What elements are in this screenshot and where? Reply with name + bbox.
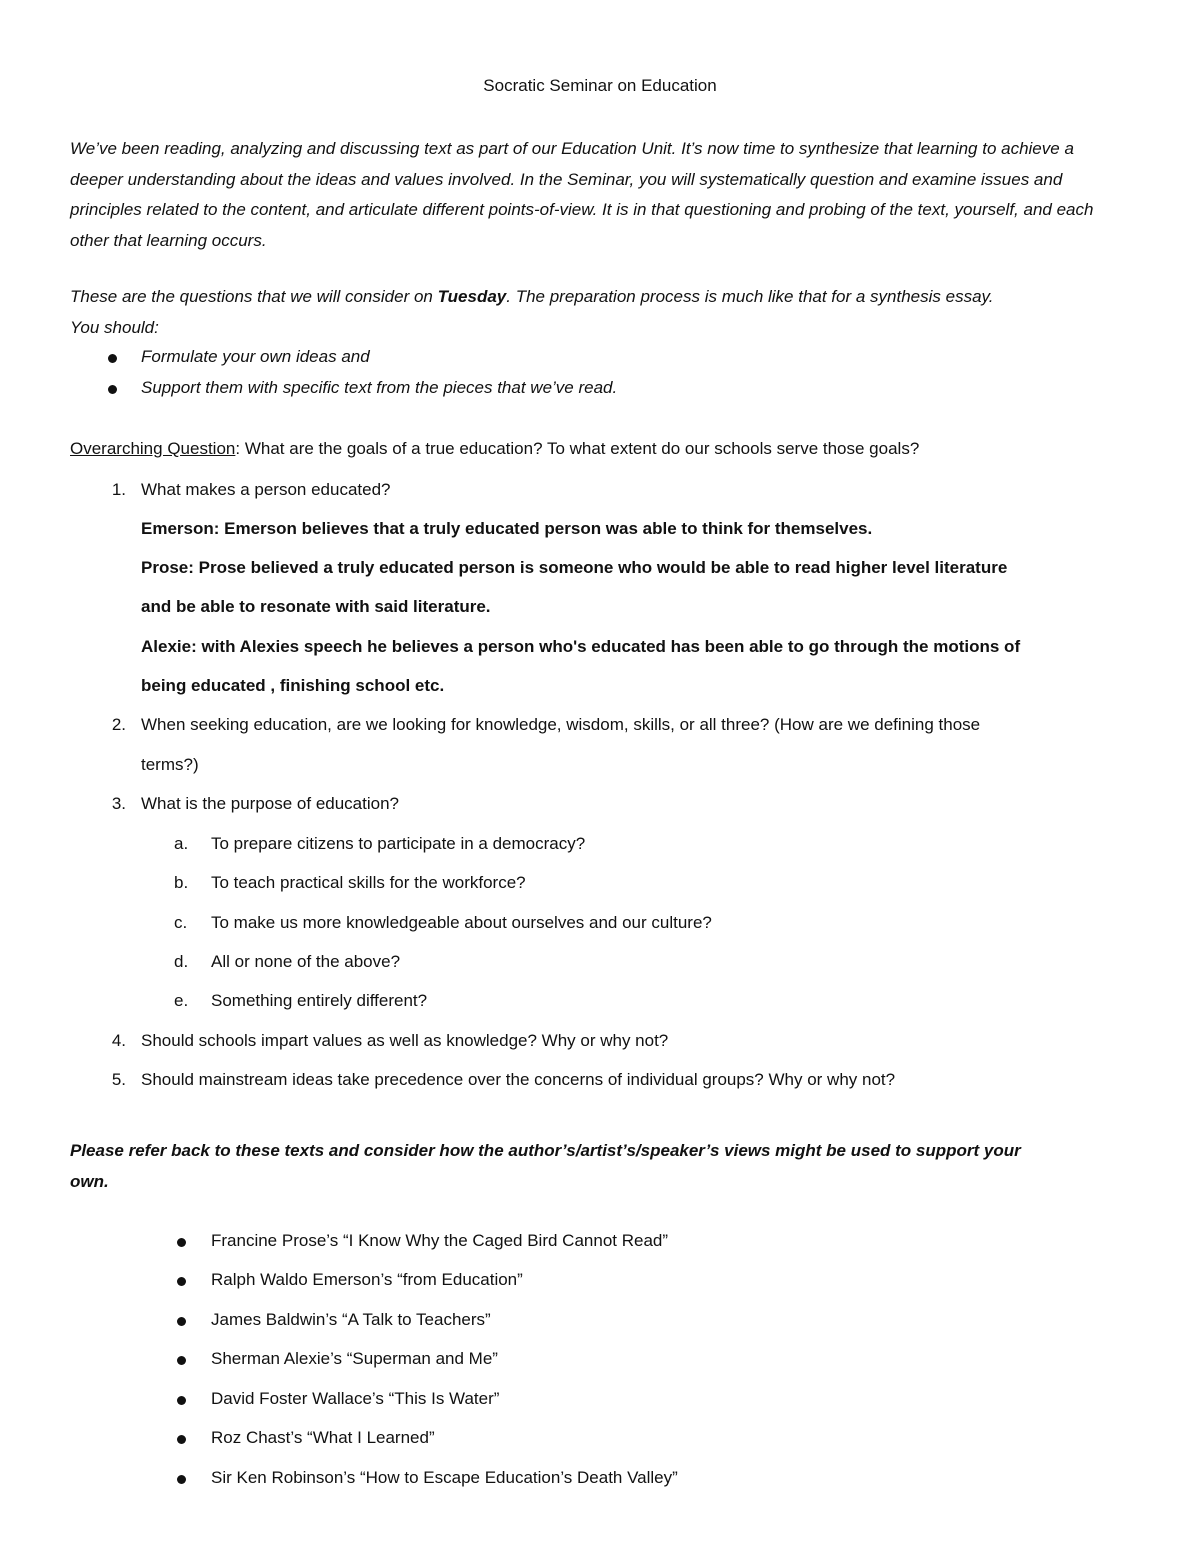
overarching-label: Overarching Question bbox=[70, 439, 236, 458]
sub-question-letter: b. bbox=[174, 873, 189, 892]
text-item: Sherman Alexie’s “Superman and Me” bbox=[211, 1349, 498, 1368]
sub-question-b: To teach practical skills for the workforce? bbox=[211, 873, 526, 892]
text-item: James Baldwin’s “A Talk to Teachers” bbox=[211, 1310, 491, 1329]
bullet-icon bbox=[177, 1396, 186, 1405]
text-item: Ralph Waldo Emerson’s “from Education” bbox=[211, 1270, 523, 1289]
sub-question-d: All or none of the above? bbox=[211, 952, 401, 971]
overarching-colon: : bbox=[235, 439, 241, 458]
document-title: Socratic Seminar on Education bbox=[483, 76, 717, 95]
sub-question-letter: c. bbox=[174, 913, 188, 932]
bullet-icon bbox=[177, 1317, 186, 1326]
bullet-icon bbox=[177, 1435, 186, 1444]
sub-question-letter: a. bbox=[174, 834, 189, 853]
question-number: 4. bbox=[111, 1031, 126, 1050]
bullet-icon bbox=[177, 1277, 186, 1286]
sub-question-letter: e. bbox=[174, 991, 189, 1010]
sub-question-e: Something entirely different? bbox=[211, 991, 428, 1010]
question-1: What makes a person educated? bbox=[141, 480, 391, 499]
prep-text-post: . The preparation process is much like that for a synthesis essay. bbox=[506, 287, 994, 306]
question-number: 3. bbox=[111, 794, 126, 813]
refer-line-1: Please refer back to these texts and consider how the author’s/artist’s/speaker’s views might be used to support your bbox=[70, 1141, 1021, 1160]
answer-emerson: Emerson: Emerson believes that a truly educated person was able to think for themselves. bbox=[141, 519, 873, 538]
intro-paragraph: We’ve been reading, analyzing and discussing text as part of our Education Unit. It’s now time to synthesize that learning to achieve a deeper understanding about the ideas and values involved. In the Seminar, you will systematically question and examine issues and principles related to the content, and articulate different points-of-view. It is in that questioning and probing of the text, yourself, and each other that learning occurs. bbox=[70, 139, 1094, 250]
question-4: Should schools impart values as well as knowledge? Why or why not? bbox=[141, 1031, 669, 1050]
prep-bullet-2: Support them with specific text from the pieces that we’ve read. bbox=[141, 378, 618, 397]
text-item: David Foster Wallace’s “This Is Water” bbox=[211, 1389, 500, 1408]
answer-alexie-line-1: Alexie: with Alexies speech he believes a person who's educated has been able to go through the motions of bbox=[141, 637, 1021, 656]
question-5: Should mainstream ideas take precedence over the concerns of individual groups? Why or why not? bbox=[141, 1070, 896, 1089]
text-item: Sir Ken Robinson’s “How to Escape Education’s Death Valley” bbox=[211, 1468, 678, 1487]
question-number: 5. bbox=[111, 1070, 126, 1089]
overarching-text: What are the goals of a true education? To what extent do our schools serve those goals? bbox=[240, 439, 920, 458]
prep-line-1 bbox=[70, 287, 994, 307]
prep-bullet-1: Formulate your own ideas and bbox=[141, 347, 370, 366]
answer-prose-line-2: and be able to resonate with said literature. bbox=[141, 597, 491, 616]
prep-day: Tuesday bbox=[437, 287, 507, 306]
overarching-question bbox=[70, 439, 919, 459]
text-item: Roz Chast’s “What I Learned” bbox=[211, 1428, 435, 1447]
question-2-line-1: When seeking education, are we looking for knowledge, wisdom, skills, or all three? (How are we defining those bbox=[141, 715, 981, 734]
sub-question-c: To make us more knowledgeable about ourselves and our culture? bbox=[211, 913, 712, 932]
question-3: What is the purpose of education? bbox=[141, 794, 399, 813]
sub-question-letter: d. bbox=[174, 952, 189, 971]
bullet-icon bbox=[177, 1356, 186, 1365]
text-item: Francine Prose’s “I Know Why the Caged Bird Cannot Read” bbox=[211, 1231, 669, 1250]
question-number: 2. bbox=[111, 715, 126, 734]
answer-prose-line-1: Prose: Prose believed a truly educated person is someone who would be able to read higher level literature bbox=[141, 558, 1008, 577]
bullet-icon bbox=[108, 385, 117, 394]
answer-alexie-line-2: being educated , finishing school etc. bbox=[141, 676, 445, 695]
sub-question-a: To prepare citizens to participate in a democracy? bbox=[211, 834, 586, 853]
refer-line-2: own. bbox=[70, 1172, 109, 1191]
prep-text-pre: These are the questions that we will consider on bbox=[70, 287, 438, 306]
bullet-icon bbox=[177, 1238, 186, 1247]
question-2-line-2: terms?) bbox=[141, 755, 199, 774]
prep-line-2: You should: bbox=[70, 318, 159, 337]
bullet-icon bbox=[108, 354, 117, 363]
bullet-icon bbox=[177, 1475, 186, 1484]
question-number: 1. bbox=[111, 480, 126, 499]
